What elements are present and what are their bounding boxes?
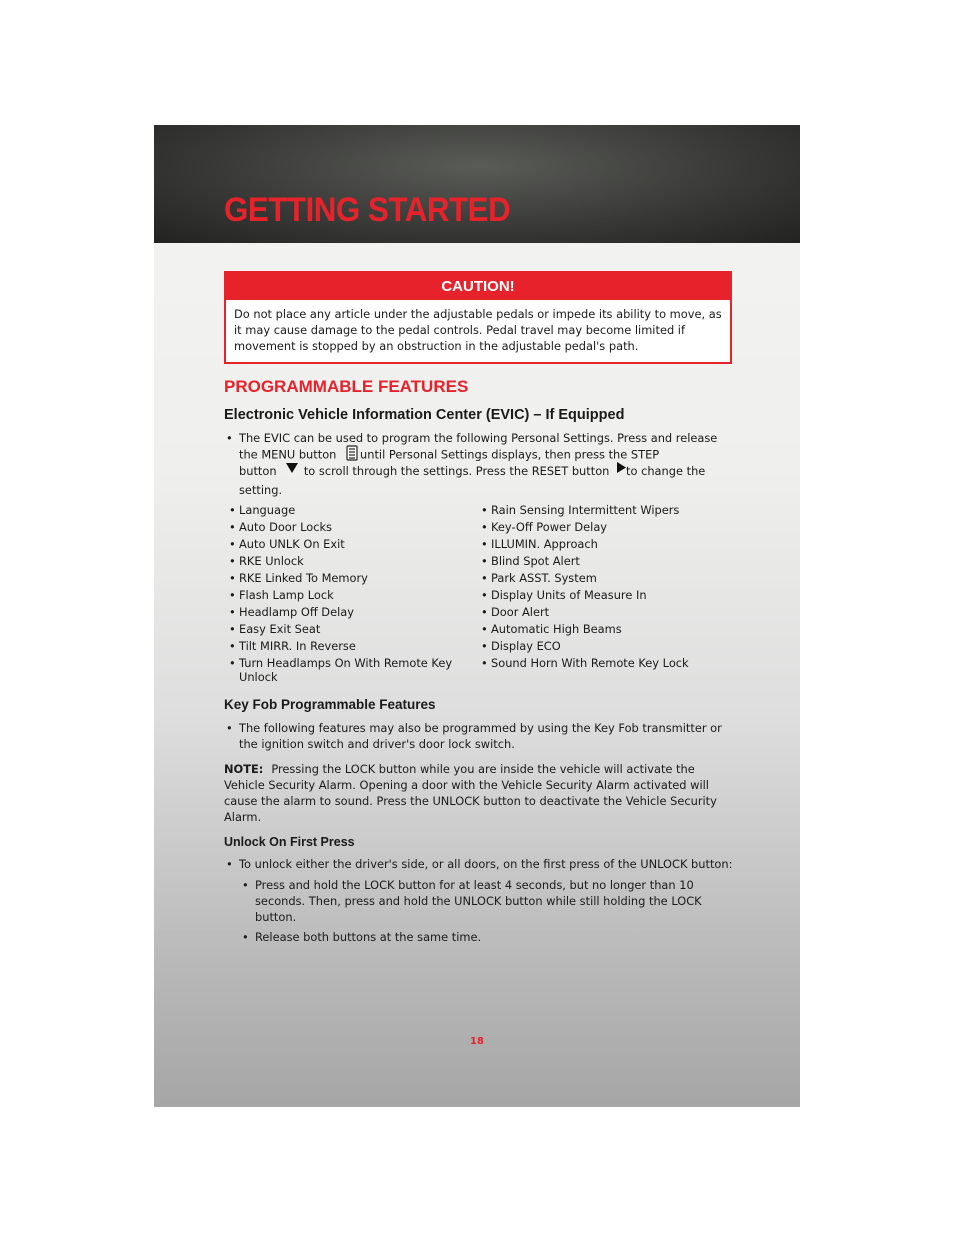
setting-item: • Easy Exit Seat [229, 622, 459, 636]
keyfob-bullet-dot: • [226, 721, 233, 735]
setting-item: • Flash Lamp Lock [229, 588, 459, 602]
evic-intro-text-2b: until Personal Settings displays, then press the STEP [360, 447, 660, 462]
evic-intro-text-3a: button [239, 464, 277, 478]
setting-item: • ILLUMIN. Approach [481, 537, 731, 551]
setting-item: • Display ECO [481, 639, 731, 653]
setting-item: • Language [229, 503, 459, 517]
unlock-sub-bullet-1: Press and hold the LOCK button for at least 4 seconds, but no longer than 10 seconds. Then, press and hold the UNLOCK button while still holding the LOCK button. [255, 878, 702, 924]
setting-item: • Rain Sensing Intermittent Wipers [481, 503, 731, 517]
evic-intro-line-2 [239, 445, 729, 465]
unlock-bullet-text: To unlock either the driver's side, or all doors, on the first press of the UNLOCK button: [239, 857, 733, 871]
setting-item: • Turn Headlamps On With Remote Key Unlock [229, 656, 459, 684]
evic-intro-text-3b: to scroll through the settings. Press the RESET button [303, 464, 610, 478]
note-label: NOTE: [224, 762, 264, 776]
unlock-sub-bullet-1-dot: • [242, 878, 249, 892]
reset-right-triangle-icon [617, 461, 626, 477]
evic-intro-line-3 [239, 463, 729, 480]
settings-list-left [229, 503, 459, 687]
evic-intro-line-1: The EVIC can be used to program the following Personal Settings. Press and release [239, 431, 718, 445]
evic-heading: Electronic Vehicle Information Center (EVIC) – If Equipped [224, 407, 625, 423]
caution-title: CAUTION! [226, 273, 730, 300]
setting-item: • Park ASST. System [481, 571, 731, 585]
setting-item: • Blind Spot Alert [481, 554, 731, 568]
note-paragraph [224, 761, 724, 825]
setting-item: • Tilt MIRR. In Reverse [229, 639, 459, 653]
setting-item: • Headlamp Off Delay [229, 605, 459, 619]
evic-intro-bullet: • [226, 431, 233, 445]
keyfob-bullet-text: The following features may also be programmed by using the Key Fob transmitter or the ignition switch and driver's door lock switch. [239, 721, 722, 751]
caution-text: Do not place any article under the adjustable pedals or impede its ability to move, as it may cause damage to the pedal controls. Pedal travel may become limited if movement is stopped by an obstruction in the adjustable pedal's path. [234, 307, 722, 353]
setting-item: • Door Alert [481, 605, 731, 619]
setting-item: • Automatic High Beams [481, 622, 731, 636]
menu-button-icon [346, 445, 358, 465]
setting-item: • Auto UNLK On Exit [229, 537, 459, 551]
setting-item: • Display Units of Measure In [481, 588, 731, 602]
caution-box [224, 271, 732, 364]
unlock-heading: Unlock On First Press [224, 835, 355, 849]
page-header [154, 125, 800, 243]
setting-item: • RKE Unlock [229, 554, 459, 568]
evic-intro-line-4: setting. [239, 483, 283, 497]
manual-page [154, 125, 800, 1107]
page-number: 18 [470, 1036, 484, 1047]
unlock-sub-bullet-2: Release both buttons at the same time. [255, 930, 482, 944]
setting-item: • Key-Off Power Delay [481, 520, 731, 534]
setting-item: • Auto Door Locks [229, 520, 459, 534]
setting-item: • Sound Horn With Remote Key Lock [481, 656, 731, 670]
section-title: PROGRAMMABLE FEATURES [224, 377, 469, 396]
unlock-sub-bullet-2-dot: • [242, 930, 249, 944]
unlock-bullet-dot: • [226, 857, 233, 871]
step-down-triangle-icon [286, 461, 298, 477]
evic-intro-text-2a: the MENU button [239, 447, 337, 462]
note-text: Pressing the LOCK button while you are inside the vehicle will activate the Vehicle Security Alarm. Opening a door with the Vehicle Security Alarm activated will cause the alarm to sound. Press the UNLOCK button to deactivate the Vehicle Security Alarm. [224, 762, 717, 824]
setting-item: • RKE Linked To Memory [229, 571, 459, 585]
keyfob-heading: Key Fob Programmable Features [224, 697, 436, 712]
evic-intro-text-3c: to change the [626, 464, 706, 478]
settings-list-right [481, 503, 731, 673]
page-title: GETTING STARTED [224, 191, 511, 229]
